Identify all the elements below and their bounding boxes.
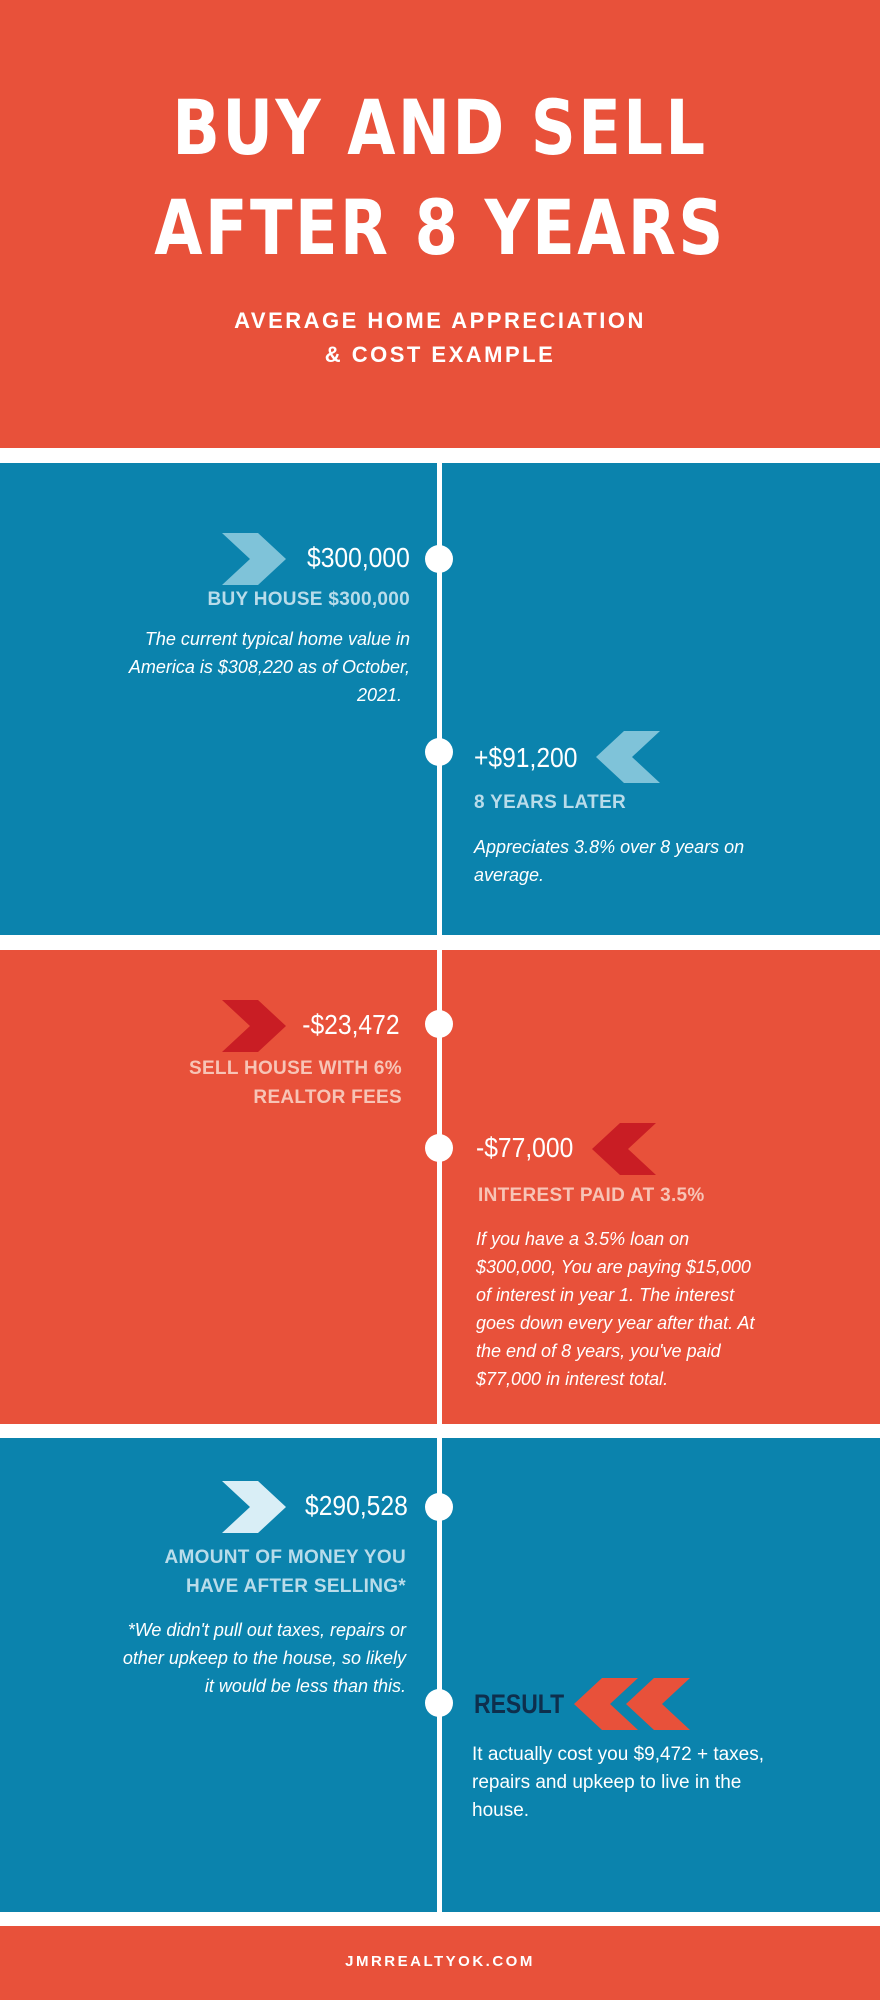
sell-label [189, 1054, 402, 1112]
realtor-fee-amount: -$23,472 [302, 1009, 400, 1040]
interest-desc-line: $300,000, You are paying $15,000 [476, 1257, 751, 1277]
result-desc-line: repairs and upkeep to live in the [472, 1772, 742, 1793]
buy-amount: $300,000 [307, 542, 410, 573]
interest-amount: -$77,000 [476, 1132, 574, 1163]
buy-desc-line: America is $308,220 as of October, [128, 657, 410, 677]
timeline-dot-icon [425, 1493, 453, 1521]
footer-banner [0, 1926, 880, 2000]
later-description [474, 833, 814, 889]
sell-label-line: SELL HOUSE WITH 6% [188, 1058, 402, 1079]
chevron-right-icon [222, 1000, 286, 1052]
net-desc-line: it would be less than this. [204, 1676, 406, 1696]
header-banner [0, 0, 880, 448]
appreciation-amount: +$91,200 [474, 742, 578, 773]
timeline-dot-icon [425, 1134, 453, 1162]
double-chevron-left-icon [574, 1678, 690, 1730]
result-desc-line: It actually cost you $9,472 + taxes, [472, 1744, 765, 1765]
section-result [0, 1438, 880, 1912]
subtitle-line-2: & COST EXAMPLE [324, 342, 556, 367]
chevron-right-icon [222, 533, 286, 585]
interest-desc-line: the end of 8 years, you've paid [476, 1341, 721, 1361]
result-desc-line: house. [472, 1800, 530, 1821]
net-amount: $290,528 [305, 1490, 408, 1521]
buy-label: BUY HOUSE $300,000 [207, 589, 410, 610]
section-costs [0, 950, 880, 1424]
interest-desc-line: goes down every year after that. At [476, 1313, 755, 1333]
net-label [165, 1543, 406, 1601]
net-desc-line: *We didn't pull out taxes, repairs or [127, 1620, 406, 1640]
timeline-dot-icon [425, 1010, 453, 1038]
later-desc-line: Appreciates 3.8% over 8 years on [474, 837, 745, 857]
net-description [6, 1616, 406, 1700]
net-label-line: AMOUNT OF MONEY YOU [164, 1547, 406, 1568]
timeline-dot-icon [425, 738, 453, 766]
page-title [79, 78, 801, 278]
later-label: 8 YEARS LATER [474, 792, 627, 813]
buy-description [10, 625, 410, 709]
timeline-dot-icon [425, 1689, 453, 1717]
interest-label: INTEREST PAID AT 3.5% [478, 1185, 705, 1206]
buy-desc-line: 2021. [356, 685, 402, 705]
sell-label-line: REALTOR FEES [253, 1087, 402, 1108]
result-description [472, 1741, 832, 1825]
net-desc-line: other upkeep to the house, so likely [122, 1648, 406, 1668]
chevron-left-icon [592, 1123, 656, 1175]
later-desc-line: average. [474, 865, 545, 885]
interest-desc-line: of interest in year 1. The interest [476, 1285, 735, 1305]
timeline-dot-icon [425, 545, 453, 573]
title-line-2: AFTER 8 YEARS [154, 183, 726, 272]
interest-desc-line: If you have a 3.5% loan on [476, 1229, 690, 1249]
timeline-line [437, 463, 442, 935]
title-line-1: BUY AND SELL [172, 83, 708, 172]
subtitle-line-1: AVERAGE HOME APPRECIATION [234, 308, 646, 333]
buy-desc-line: The current typical home value in [144, 629, 410, 649]
result-label: RESULT [474, 1689, 565, 1719]
chevron-right-icon [222, 1481, 286, 1533]
interest-description [476, 1225, 836, 1393]
net-label-line: HAVE AFTER SELLING* [186, 1576, 406, 1597]
section-appreciation [0, 463, 880, 935]
interest-desc-line: $77,000 in interest total. [476, 1369, 669, 1389]
website-link[interactable]: JMRREALTYOK.COM [345, 1953, 535, 1970]
page-subtitle [0, 304, 880, 372]
chevron-left-icon [596, 731, 660, 783]
